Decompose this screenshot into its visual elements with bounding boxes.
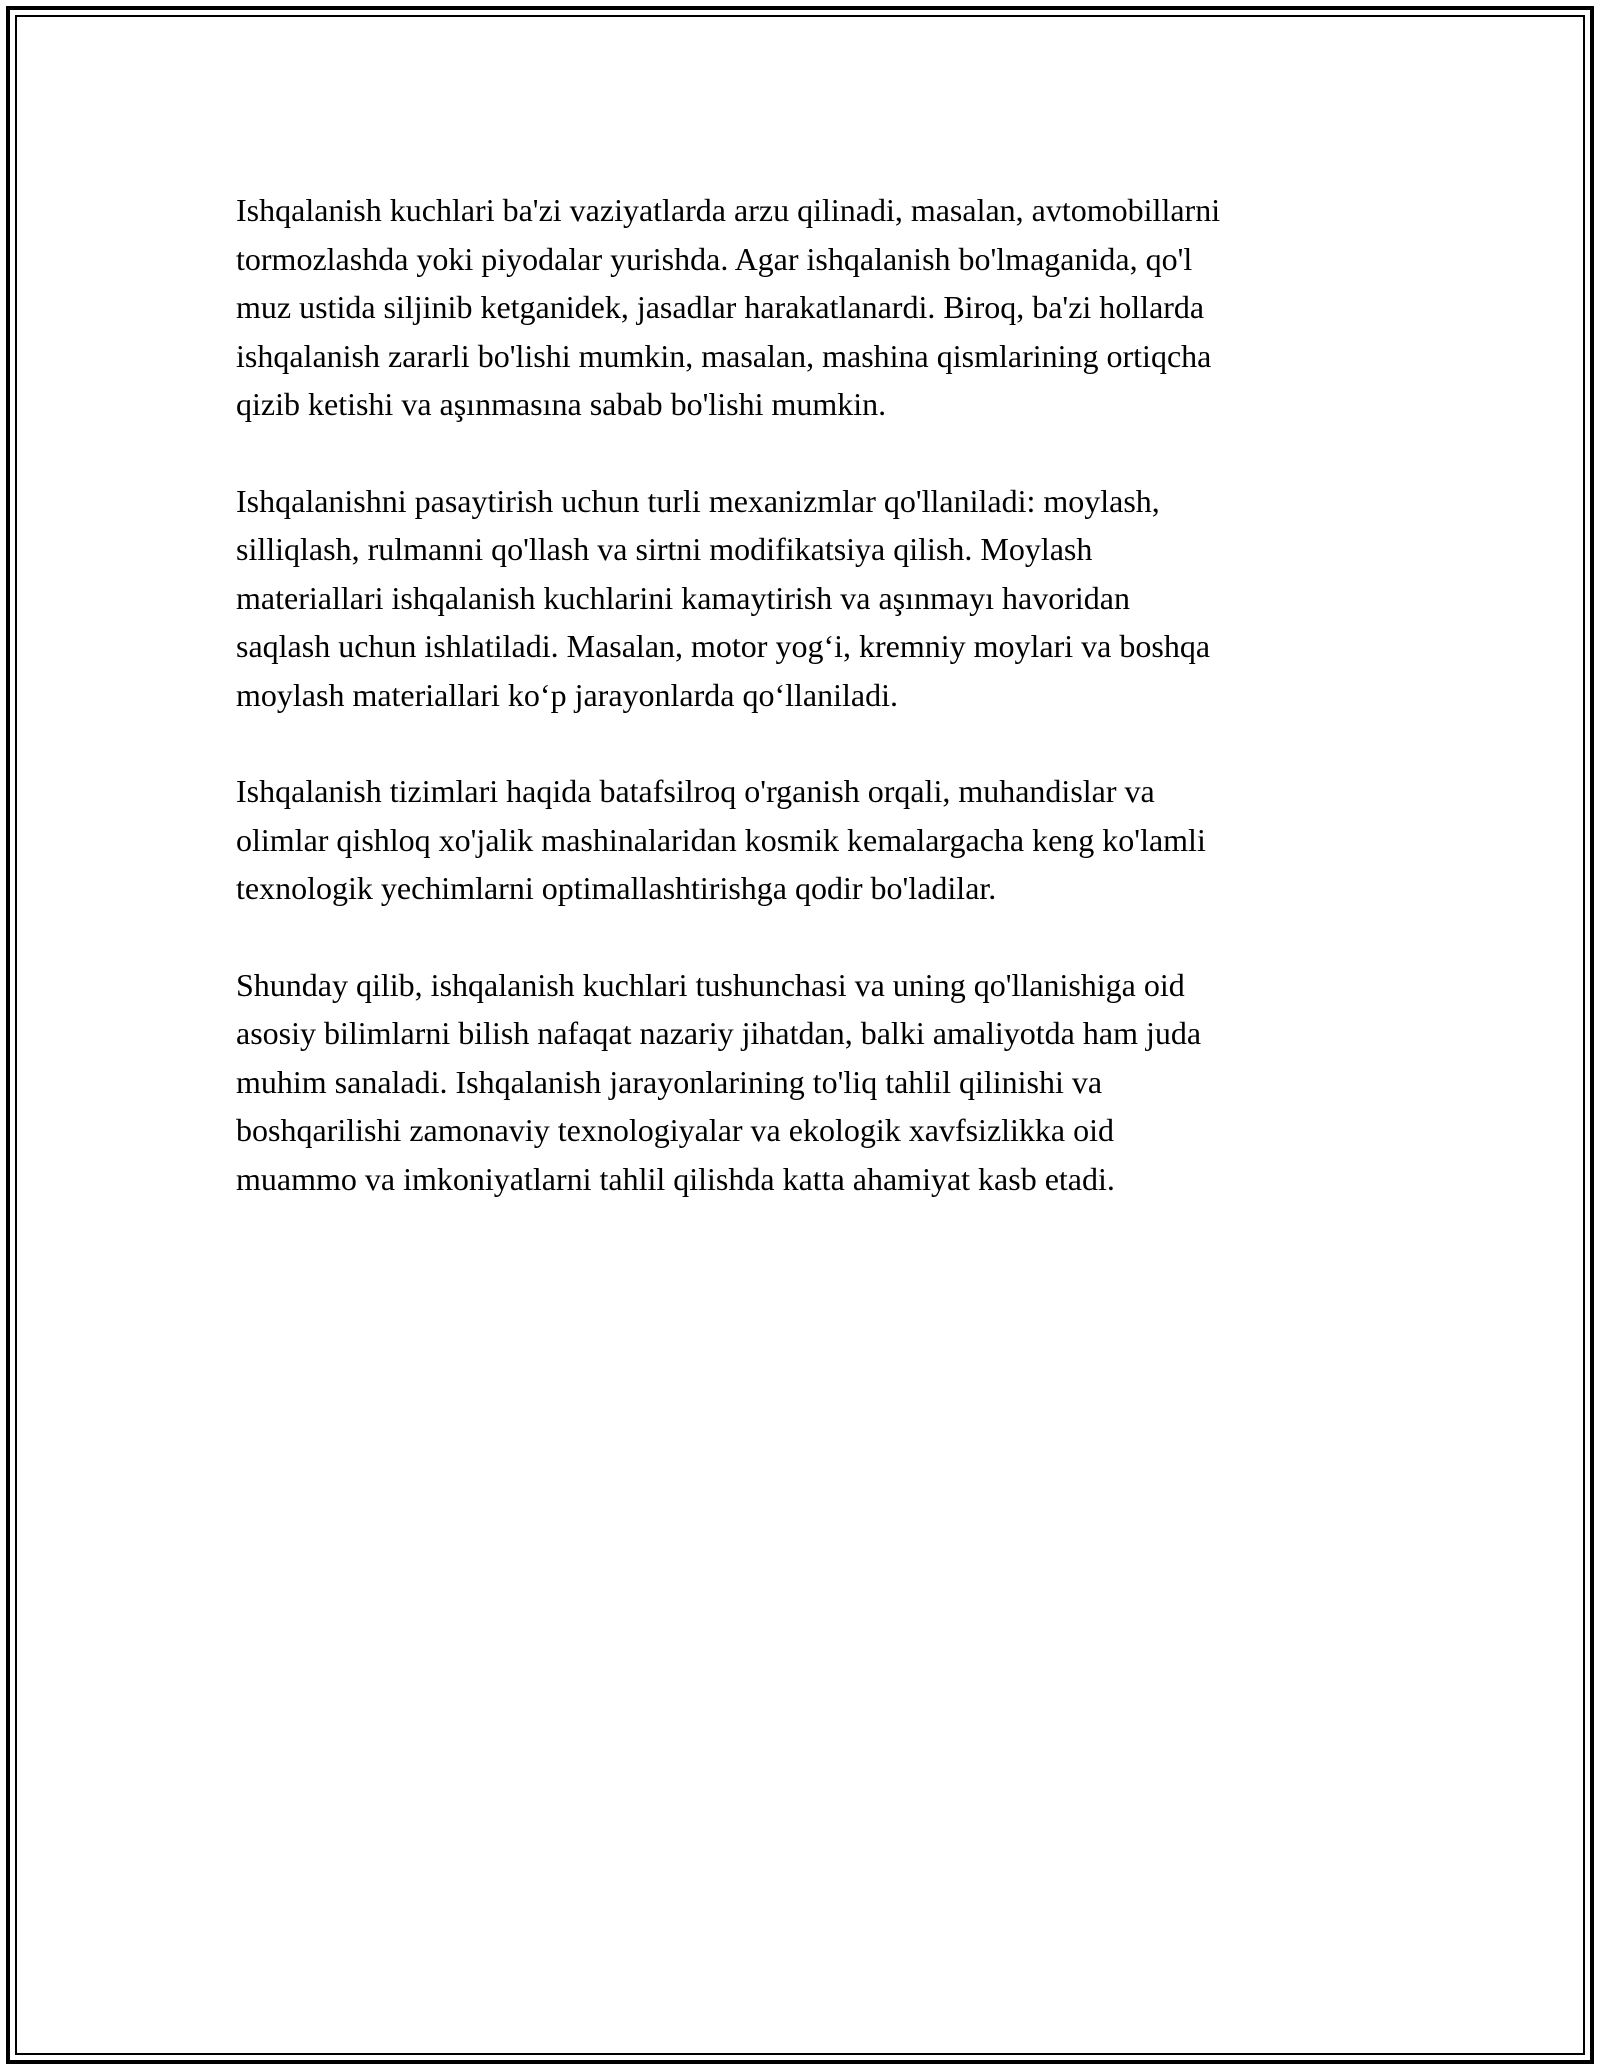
text-line: Ishqalanish tizimlari haqida batafsilroq o'rganish orqali, muhandislar va xyxy=(236,773,1155,809)
text-line: asosiy bilimlarni bilish nafaqat nazariy jihatdan, balki amaliyotda ham juda xyxy=(236,1015,1202,1051)
text-line: materiallari ishqalanish kuchlarini kamaytirish va aşınmayı havoridan xyxy=(236,579,1130,616)
document-body xyxy=(236,186,1376,1251)
paragraph-2 xyxy=(236,477,1376,720)
paragraph-4 xyxy=(236,961,1376,1204)
text-line: tormozlashda yoki piyodalar yurishda. Agar ishqalanish bo'lmaganida, qo'l xyxy=(236,240,1193,277)
text-line: muhim sanaladi. Ishqalanish jarayonlarining to'liq tahlil qilinishi va xyxy=(236,1063,1103,1100)
text-line: olimlar qishloq xo'jalik mashinalaridan kosmik kemalargacha keng ko'lamli xyxy=(236,821,1206,858)
text-line: moylash materiallari ko‘p jarayonlarda qo‘llaniladi. xyxy=(236,676,898,713)
text-line: saqlash uchun ishlatiladi. Masalan, motor yog‘i, kremniy moylari va boshqa xyxy=(236,628,1211,664)
paragraph-3 xyxy=(236,767,1376,913)
text-line: Ishqalanish kuchlari ba'zi vaziyatlarda arzu qilinadi, masalan, avtomobillarni xyxy=(236,192,1221,228)
text-line: silliqlash, rulmanni qo'llash va sirtni modifikatsiya qilish. Moylash xyxy=(236,531,1093,567)
text-line: ishqalanish zararli bo'lishi mumkin, masalan, mashina qismlarining ortiqcha xyxy=(236,337,1212,374)
text-line: texnologik yechimlarni optimallashtirishga qodir bo'ladilar. xyxy=(236,870,997,906)
text-line: boshqarilishi zamonaviy texnologiyalar va ekologik xavfsizlikka oid xyxy=(236,1112,1115,1148)
text-line: qizib ketishi va aşınmasına sabab bo'lishi mumkin. xyxy=(236,386,887,422)
text-line: muammo va imkoniyatlarni tahlil qilishda katta ahamiyat kasb etadi. xyxy=(236,1160,1115,1197)
text-line: Shunday qilib, ishqalanish kuchlari tushunchasi va uning qo'llanishiga oid xyxy=(236,966,1185,1003)
text-line: Ishqalanishni pasaytirish uchun turli mexanizmlar qo'llaniladi: moylash, xyxy=(236,482,1160,519)
text-line: muz ustida siljinib ketganidek, jasadlar harakatlanardi. Biroq, ba'zi hollarda xyxy=(236,289,1205,325)
paragraph-1 xyxy=(236,186,1376,429)
